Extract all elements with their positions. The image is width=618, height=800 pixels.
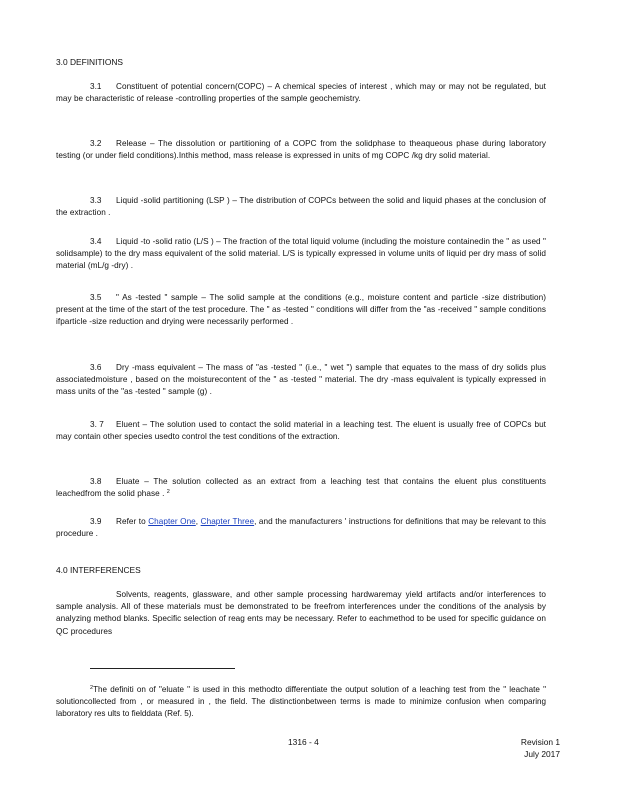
definition-number: 3.9 (90, 517, 102, 526)
chapter-three-link[interactable]: Chapter Three (200, 517, 255, 526)
revision-block (521, 736, 560, 760)
revision-date: July 2017 (524, 749, 560, 759)
definition-number: 3.2 (90, 139, 102, 148)
definition-number: 3.4 (90, 237, 102, 246)
interferences-paragraph (56, 589, 546, 638)
definition-3-9 (56, 516, 546, 540)
interferences-text: Solvents, reagents, glassware, and other sample processing hardwaremay yield artifacts and/or interferences to sample analysis. All of these materials must be demonstrated to be freefrom interferences under the conditions of the analysis by analyzing method blanks. Specific selection of reag ents may be necessary. Refer to eachmethod to be used for specific guidance on QC procedures (56, 590, 546, 636)
definition-text: Constituent of potential concern(COPC) – A chemical species of interest , which may or may not be regulated, but may be characteristic of release -controlling properties of the sample geochemistry. (56, 82, 546, 104)
footnote-ref: 2 (166, 489, 170, 496)
definition-3-1 (56, 81, 546, 105)
footnote-marker: 2 (90, 685, 94, 691)
definition-text: " As -tested " sample – The solid sample at the conditions (e.g., moisture content and particle -size distribution) present at the time of the start of the test procedure. The " as -tested " conditions will differ from the "as -received " sample conditions ifparticle -size reduction and drying were necessarily performed . (56, 293, 546, 327)
definition-3-5 (56, 292, 546, 329)
chapter-one-link[interactable]: Chapter One (148, 517, 196, 526)
definition-number: 3. 7 (90, 420, 104, 429)
definition-number: 3.6 (90, 363, 102, 372)
footnote-text: The definiti on of "eluate " is used in this methodto differentiate the output solution of a leaching test from the " leachate " solutioncollected from , or measured in , the field. The distinctionbetween terms is made to minimize confusion when comparing laboratory res ults to fielddata (Ref. 5). (56, 685, 546, 719)
section-heading-definitions: 3.0 DEFINITIONS (56, 57, 124, 67)
section-heading-interferences: 4.0 INTERFERENCES (56, 565, 141, 575)
definition-text: Refer to (116, 517, 149, 526)
revision-label: Revision 1 (520, 737, 560, 747)
definition-3-6 (56, 362, 546, 399)
definition-text: Dry -mass equivalent – The mass of "as -tested " (i.e., " wet ") sample that equates to the mass of dry solids plus associatedmoisture , based on the moisturecontent of the " as -tested " material. The dry -mass equivalent is typically expressed in mass units of the "as -tested " sample (g) . (56, 363, 546, 397)
definition-3-2 (56, 138, 546, 162)
definition-text: Liquid -solid partitioning (LSP ) – The distribution of COPCs between the solid and liquid phases at the conclusion of the extraction . (56, 196, 546, 218)
definition-3-8 (56, 476, 546, 500)
definition-number: 3.8 (90, 477, 102, 486)
footnote-divider (90, 668, 235, 669)
definition-text: Eluate – The solution collected as an extract from a leaching test that contains the eluent plus constituents leachedfrom the solid phase . (56, 477, 546, 499)
page-number: 1316 - 4 (288, 737, 319, 747)
link-separator: , (195, 517, 201, 526)
definition-number: 3.1 (90, 82, 102, 91)
definition-text: Release – The dissolution or partitioning of a COPC from the solidphase to theaqueous phase during laboratory testing (or under field conditions).Inthis method, mass release is expressed in units of mg COPC /kg dry solid material. (56, 139, 546, 161)
definition-text: Liquid -to -solid ratio (L/S ) – The fraction of the total liquid volume (including the moisture containedin the " as used " solidsample) to the dry mass equivalent of the solid material. L/S is typically expressed in volume units of liquid per dry mass of solid material (mL/g -dry) . (56, 237, 546, 271)
definition-3-7 (56, 419, 546, 443)
footnote-2 (56, 684, 546, 721)
definition-number: 3.3 (90, 196, 102, 205)
definition-text: Eluent – The solution used to contact the solid material in a leaching test. The eluent is usually free of COPCs but may contain other species usedto control the test conditions of the extraction. (56, 420, 546, 442)
definition-3-4 (56, 236, 546, 273)
definition-text-tail: , and the manufacturers ' instructions for definitions that may be relevant to this procedure . (56, 517, 546, 539)
definition-3-3 (56, 195, 546, 219)
definition-number: 3.5 (90, 293, 102, 302)
